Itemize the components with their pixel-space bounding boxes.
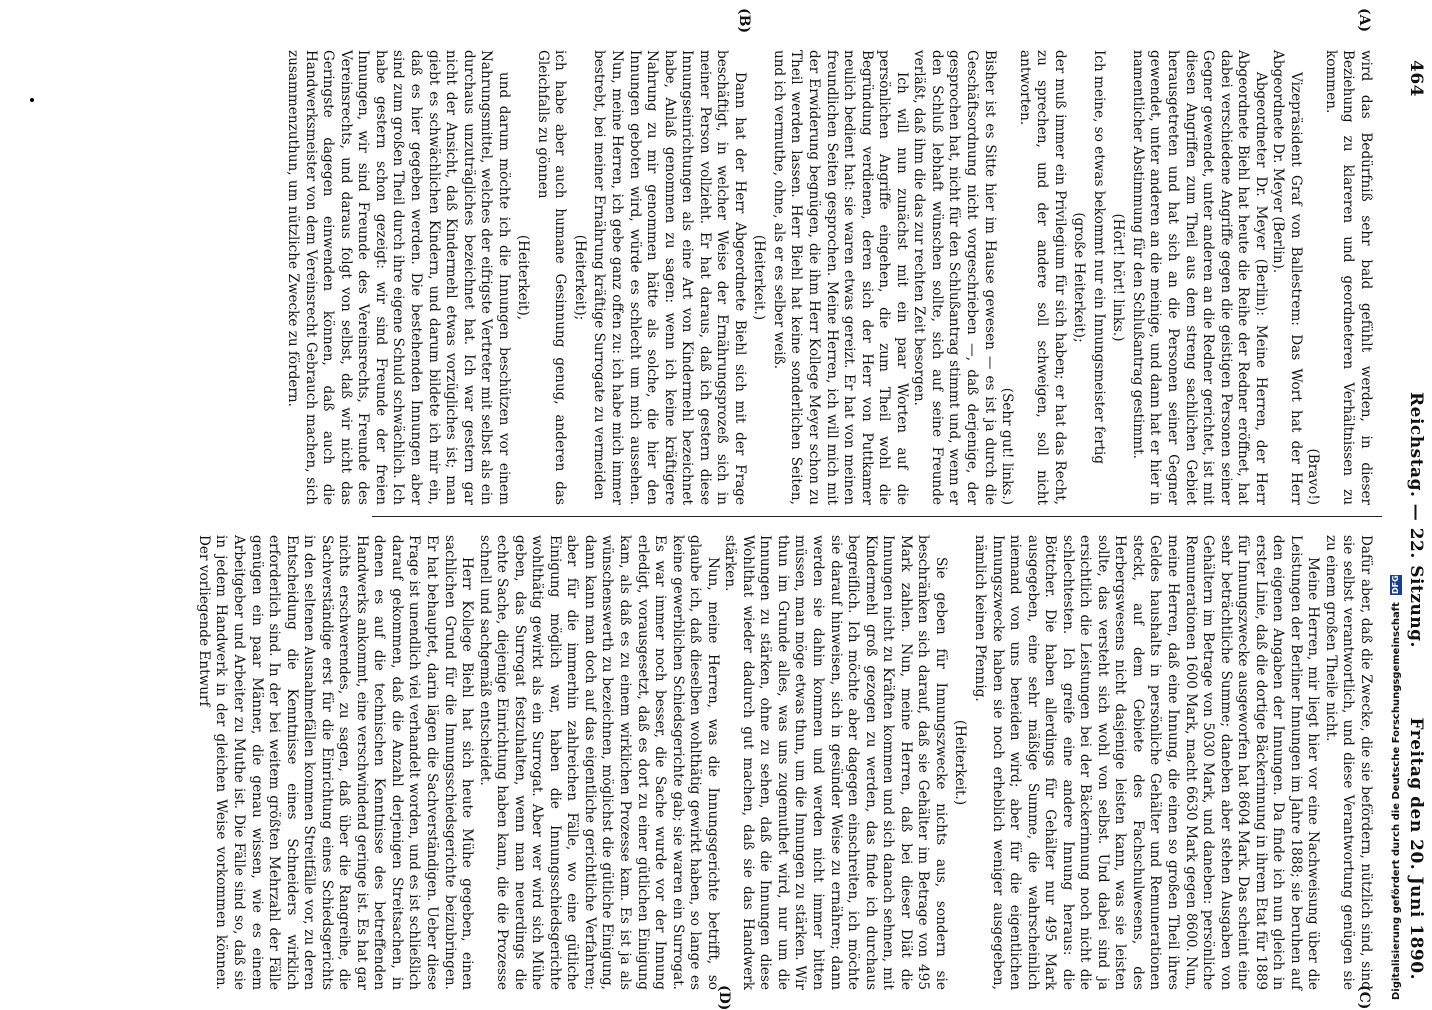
left-column-paragraph: der muß immer ein Privilegium für sich haben; er hat das Recht, zu sprechen, und der andere soll schweigen, soll nicht antworten. xyxy=(1016,50,1068,505)
right-column-paragraph: Dafür aber, daß die Zwecke, die sie befördern, nützlich sind, sind sie selbst verantwortlich, und diese Verantwortung genügen sie zu einem großen Theile nicht. xyxy=(1322,535,1374,990)
left-column xyxy=(284,50,1374,505)
credit-text: Digitalisierung gefördert durch die Deutsche Forschungsgemeinschaft xyxy=(1391,602,1402,1000)
left-column-paragraph: Ich will nun zunächst mit ein paar Worten auf die persönlichen Angriffe eingehen, die zum Theil wohl die Begründung verdienen, deren sich der Herr von Puttkamer neulich bedient hat: sie waren etwas gereizt. Er hat von meinen freundlichen Seiten gesprochen. Meine Herren, ich will mich mit der Erwiderung begnügen, die ihm Herr Kollege Meyer schon zu Theil werden lassen. Herr Biehl hat keine sonderlichen Seiten, und ich vermuthe, ohne, als er es selber weiß. xyxy=(770,50,910,505)
left-column-paragraph: (Heiterkeit.) xyxy=(751,234,768,321)
header-title: Reichstag. — 22. Sitzung. xyxy=(1406,392,1426,648)
left-column-paragraph: Abgeordneter Dr. Meyer (Berlin): Meine Herren, der Herr Abgeordnete Biehl hat heute die Reihe der Redner eröffnet, hat dabei verschiedene Angriffe gegen die geistigen Personen seiner Gegner gewendet, unter anderen an die Redner gerichtet, ist mit diesen Angriffen zum Theil aus dem streng sachlichen Gebiet herausgetreten und hat sich an die Personen seiner Gegner gewendet, unter anderen an die meinige, und dann hat er hier in namentlicher Abstimmung für den Schlußantrag gestimmt. xyxy=(1129,50,1269,505)
page-number: 464 xyxy=(1406,60,1426,97)
margin-marker-d: (D) xyxy=(716,985,732,1010)
left-column-paragraph: (Sehr gut! links.) xyxy=(999,387,1016,505)
left-column-paragraph: wird das Bedürfniß sehr bald gefühlt werden, in dieser Beziehung zu klareren und geordneteren Verhältnissen zu kommen. xyxy=(1322,50,1374,505)
right-column-paragraph: Sie geben für Innungszwecke nichts aus, sondern sie beschränken sich darauf, daß sie Gehälter im Betrage von 495 Mark zahlen. Nun, meine Herren, daß bei dieser Diät die Innungen nicht zu Kräften kommen und sich danach sehnen, mit Kindermehl groß gezogen zu werden, das finde ich durchaus begreiflich. Ich möchte aber dagegen einschreiten, ich möchte sie darauf hinweisen, sich in gesünder Weise zu ernähren; dann werden sie dahin kommen und werden nicht immer bitten müssen, man möge etwas thun, um die Innungen zu stärken. Wir thun im Grunde alles, was uns zugemuthet wird, nur um die Innungen zu stärken, ohne zu sehen, daß die Innungen diese Wohlthat wieder dadurch gut machen, daß sie das Handwerk stärken. xyxy=(722,535,949,990)
margin-marker-b: (B) xyxy=(736,8,752,34)
left-column-paragraph: Bisher ist es Sitte hier im Hause gewesen — es ist ja durch die Geschäftsordnung nicht vorgeschrieben —, daß derjenige, der gesprochen hat, nicht für den Schlußantrag stimmt und, wenn er den Schluß lebhaft wünschen sollte, sich auf seine Freunde verläßt, daß ihm die das zur rechten Zeit besorgen. xyxy=(911,50,998,505)
column-divider xyxy=(372,516,1382,517)
left-column-paragraph: (große Heiterkeit); xyxy=(1071,212,1088,343)
left-column-paragraph: Ich meine, so etwas bekommt nur ein Innungsmeister fertig xyxy=(1090,50,1107,465)
left-column-paragraph: (Heiterkeit); xyxy=(571,234,588,321)
left-column-paragraph: und darum möchte ich die Innungen beschützen vor einem Nahrungsmittel, welches der eifrigste Vertreter mit selbst als ein durchaus unzuträgliches bezeichnet hat. Ich war gestern gar nicht der Ansicht, daß Kindermehl etwas vorzügliches ist; man giebt es schwächlichen Kindern, und darum bildete ich mir ein, daß es hier gegeben werden. Die bestehenden Innungen aber sind zum großen Theil durch ihre eigene Schuld schwächlich. Ich habe gestern schon gezeigt: wir sind Freunde der freien Innungen, wir sind Freunde des Vereinsrechts, Freunde des Vereinsrechts, und daraus folgt von selbst, daß wir nicht das Geringste dagegen einwenden können, daß auch die Handwerksmeister von dem Vereinsrecht Gebrauch machen, sich zusammenzuthun, um nützliche Zwecke zu fördern. xyxy=(285,50,512,505)
margin-marker-c: (C) xyxy=(1356,985,1372,1010)
left-column-paragraph: (Hört! hört! links.) xyxy=(1110,213,1127,342)
left-column-paragraph: ich habe aber auch humane Gesinnung genug, anderen das Gleichfalls zu gönnen xyxy=(534,50,569,505)
header-date: Freitag den 20. Juni 1890. xyxy=(1406,717,1426,980)
left-column-paragraph: (Bravo!) xyxy=(1305,448,1322,505)
dfg-logo-icon: DFG xyxy=(1391,575,1400,594)
left-column-paragraph: Vizepräsident Graf von Ballestrem: Das Wort hat der Herr Abgeordnete Dr. Meyer (Berlin). xyxy=(1270,50,1304,505)
right-column-paragraph: Meine Herren, mir liegt hier vor eine Nachweisung über die Leistungen der Berliner Innungen im Jahre 1888; sie beruhen auf den eigenen Angaben der Innungen. Da finde ich nun gleich in erster Linie, daß die dortige Bäckerinnung in ihrem Etat für 1889 für Innungszwecke ausgeworfen hat 8604 Mark. Das scheint eine sehr beträchtliche Summe; daneben aber stehen Ausgaben von Gehältern im Betrage von 5030 Mark, und daneben: persönliche Remunerationen 1600 Mark, macht 6630 Mark gegen 8600. Nun, meine Herren, daß eine Innung, die einen so großen Theil ihres Geldes haushalts in persönliche Gehälter und Remunerationen steckt, auf dem Gebiete des Fachschulwesens, des Herbergswesens nicht dasjenige leisten kann, was sie leisten sollte, das versteht sich wohl von selbst. Und dabei sind ja ersichtlich die Leistungen bei der Bäckerinnung noch nicht die schlechtesten. Ich greife eine andere Innung heraus: die Böttcher. Die haben allerdings für Gehälter nur 495 Mark ausgegeben, eine sehr mäßige Summe, die wahrscheinlich niemand von uns beneiden wird; aber für die eigentlichen Innungszwecke haben sie noch erheblich weniger ausgegeben, nämlich keinen Pfennig. xyxy=(971,535,1322,990)
left-column-paragraph: (Heiterkeit), xyxy=(515,234,532,321)
right-column-paragraph: Nun, meine Herren, was die Innungsgerichte betrifft, so glaube ich, daß dieselben wohlthätig gewirkt haben, so lange es keine gewerblichen Schiedsgerichte gab; sie waren ein Surrogat. Es war immer noch besser, die Sache wurde vor der Innung erledigt, vorausgesetzt, daß es dort zu einer gütlichen Einigung kam, als daß es zu einem wirklichen Prozesse kam. Es ist ja als wünschenswerth zu bezeichnen, möglichst die gütliche Einigung, dann kann man doch auf das eigentliche gerichtliche Verfahren; aber für die immerhin zahlreichen Fälle, wo eine gütliche Einigung möglich war, haben die Innungsschiedsgerichte wohlthätig gewirkt als ein Surrogat. Aber wer wird sich Mühe geben, das Surrogat festzuhalten, wenn man neuerdings die echte Sache, diejenige Einrichtung haben kann, die die Prozesse schnell und sachgemäß entscheidet. xyxy=(476,535,721,990)
right-column-paragraph: (Heiterkeit.) xyxy=(952,719,969,806)
right-column xyxy=(194,535,1374,990)
right-column-paragraph: Herr Kollege Biehl hat sich heute Mühe gegeben, einen sachlichen Grund für die Innungsschiedsgerichte beizubringen. Er hat behauptet, darin lägen die Sachverständigen. Ueber diese Frage ist unendlich viel verhandelt worden, und es ist schließlich darauf gekommen, daß die Anzahl derjenigen Streitsachen, in denen es auf die technischen Kenntnisse des betreffenden Handwerks ankommt, eine verschwindend geringe ist. Es hat gar nichts erschwerendes, zu sagen, daß über die Rangreihe, die Sachverständige erst für die Einrichtung eines Schiedsgerichts in den seltenen Ausnahmefällen kommen Streitfälle vor, zu deren Entscheidung die Kenntnisse eines Schneiders wirklich erforderlich sind. In der bei weitem größten Mehrzahl der Fälle genügen ein paar Männer, die genau wissen, wie es einem Arbeitgeber und Arbeiter zu Muthe ist. Die Fälle sind so, daß sie in jedem Handwerk in der gleichen Weise vorkommen können. Der vorliegende Entwurf xyxy=(195,535,476,990)
left-column-paragraph: Dann hat der Herr Abgeordnete Biehl sich mit der Frage beschäftigt, in welcher Weise der Ernährungsprozeß sich in meiner Person vollzieht. Er hat daraus, daß ich gestern diese Innungseinrichtungen als eine Art von Kindermehl bezeichnet habe, Anlaß genommen zu sagen: wenn ich keine kräftigere Nahrung zu mir genommen hätte als solche, die hier den Innungen geboten wird, würde es schlecht um mich aussehen. Nun, meine Herren, ich gebe ganz offen zu: ich habe mich immer bestrebt, bei meiner Ernährung kräftige Surrogate zu vermeiden xyxy=(591,50,748,505)
digitization-credit xyxy=(1390,0,1430,1000)
margin-marker-a: (A) xyxy=(1356,8,1372,33)
